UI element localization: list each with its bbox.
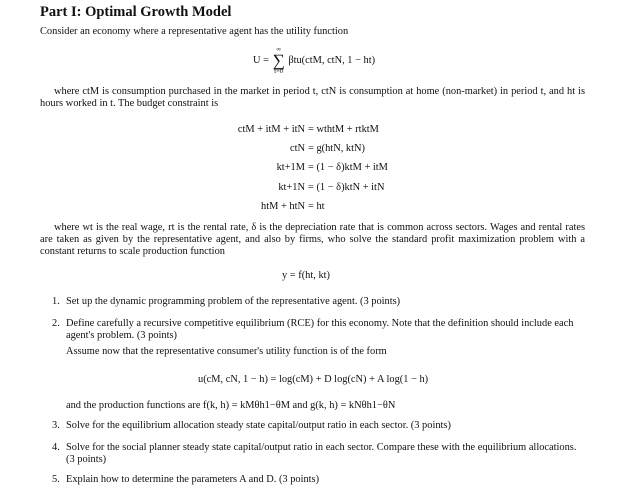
production-function: y = f(ht, kt) (282, 270, 330, 281)
section-heading: Part I: Optimal Growth Model (40, 4, 232, 20)
constraint-line (200, 201, 388, 220)
item-text: Solve for the social planner steady state capital/output ratio in each sector. Compare these with the equilibrium allocations. (3 points) (66, 442, 577, 466)
item-number: 2. (52, 318, 60, 329)
list-item (52, 296, 587, 308)
utility-form-equation: u(cM, cN, 1 − h) = log(cM) + D log(cN) + A log(1 − h) (198, 374, 429, 385)
constraint-line (200, 162, 388, 181)
intro-paragraph: Consider an economy where a representative agent has the utility function (40, 26, 349, 37)
constraint-lhs: ctM + itM + itN (237, 124, 305, 135)
sum-lower-limit: t=0 (274, 68, 283, 75)
budget-constraints (200, 124, 388, 220)
assume-paragraph: Assume now that the representative consumer's utility function is of the form (66, 346, 387, 357)
constraint-rhs: = (1 − δ)ktM + itM (308, 162, 388, 174)
item-number: 4. (52, 442, 60, 453)
item-text: Set up the dynamic programming problem of the representative agent. (3 points) (66, 296, 401, 307)
utility-rhs: βtu(ctM, ctN, 1 − ht) (288, 54, 376, 66)
sum-upper-limit: ∞ (276, 46, 281, 53)
list-item (52, 420, 587, 432)
utility-equation (253, 46, 375, 75)
constraint-rhs: = ht (308, 200, 325, 212)
constraint-lhs: htM + htN (261, 200, 305, 212)
constraint-lhs: ctN (289, 143, 305, 155)
constraint-line (200, 182, 388, 201)
constraint-line (200, 143, 388, 162)
list-item (52, 474, 587, 486)
item-text: Solve for the equilibrium allocation steady state capital/output ratio in each sector. (3 points) (66, 420, 451, 431)
item-number: 5. (52, 474, 60, 485)
constraint-rhs: = g(htN, ktN) (308, 143, 365, 155)
constraint-line (200, 124, 388, 143)
item-number: 1. (52, 296, 60, 307)
where-paragraph-2: where wt is the real wage, rt is the rental rate, δ is the depreciation rate that is common across sectors. Wages and rental rates are taken as given by the representative agent, and also by firms, who solve the standard profit maximization problem with a constant returns to scale production function (40, 222, 585, 258)
constraint-lhs: kt+1M (276, 162, 305, 174)
item-text: Define carefully a recursive competitive equilibrium (RCE) for this economy. Note that the definition should include each agent's problem. (3 points) (66, 318, 574, 342)
item-number: 3. (52, 420, 60, 431)
constraint-rhs: = wthtM + rtktM (308, 124, 379, 135)
where-paragraph-1: where ctM is consumption purchased in the market in period t, ctN is consumption at home (non-market) in period t, and ht is hours worked in t. The budget constraint is (40, 86, 585, 110)
list-item (52, 318, 587, 342)
constraint-lhs: kt+1N (278, 181, 305, 193)
summation-sign: ∞ ∑ t=0 (272, 46, 285, 75)
utility-lhs: U = (253, 54, 269, 66)
constraint-rhs: = (1 − δ)ktN + itN (308, 181, 385, 193)
list-item (52, 442, 587, 466)
production-functions-paragraph: and the production functions are f(k, h) = kMθh1−θM and g(k, h) = kNθh1−θN (66, 400, 396, 411)
item-text: Explain how to determine the parameters A and D. (3 points) (66, 474, 320, 485)
